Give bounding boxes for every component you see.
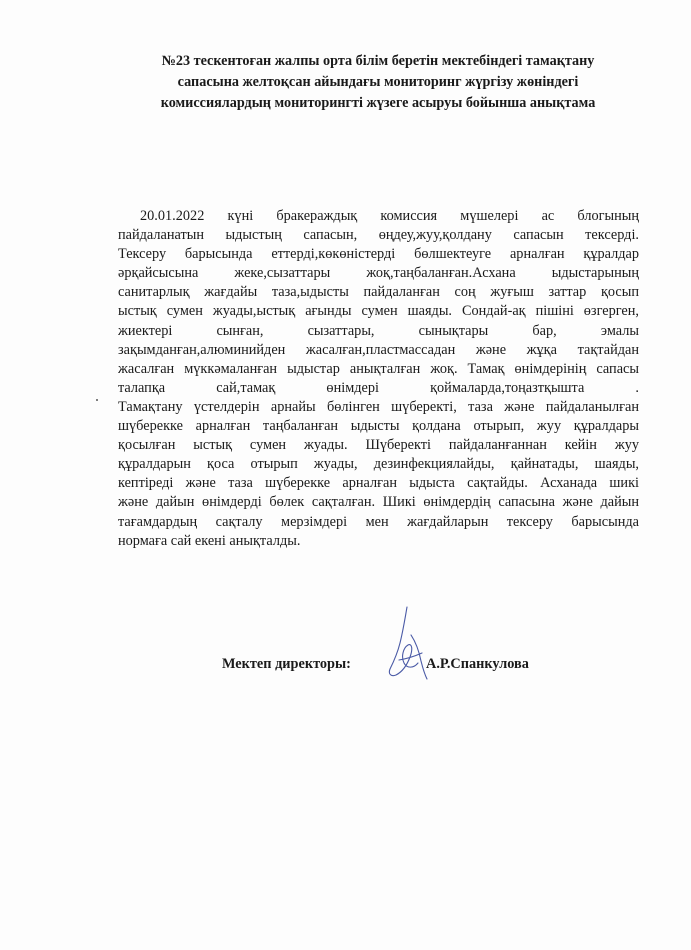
- body-line: ыстық сумен жуады,ыстық ағынды сумен шаяды. Сондай-ақ пішіні өзгерген,: [118, 303, 639, 320]
- body-line: нормаға сай екені анықталды.: [118, 532, 301, 549]
- body-line: Тексеру барысында еттерді,көкөністерді бөлшектеуге арналған құралдар: [118, 246, 639, 263]
- body-line: кептіреді және таза шүберекке арналған ыдыста сақтайды. Асханада шикі: [118, 475, 639, 492]
- director-name: А.Р.Спанкулова: [426, 656, 529, 672]
- body-line: шүберекке арналған таңбаланған ыдысты қолдана отырып, жуу құралдары: [118, 418, 639, 435]
- body-line: пайдаланатын ыдыстың сапасын, өңдеу,жуу,қолдану сапасын тексерді.: [118, 227, 639, 244]
- document-title: [118, 51, 638, 114]
- body-line: әрқайсысына жеке,сызаттары жоқ,таңбаланған.Асхана ыдыстарының: [118, 265, 639, 282]
- body-line: талапқа сай,тамақ өнімдері қоймаларда,тоңазтқышта .: [118, 379, 639, 396]
- title-line: №23 тескентоған жалпы орта білім беретін мектебіндегі тамақтану: [161, 53, 595, 69]
- document-body: [118, 207, 639, 551]
- body-line: жиектері сынған, сызаттары, сынықтары бар, эмалы: [118, 322, 639, 339]
- title-line: сапасына желтоқсан айындағы мониторинг жүргізу жөніндегі: [177, 74, 579, 90]
- director-label: Мектеп директоры:: [222, 656, 351, 672]
- body-line: жасалған мүккәмаланған ыдыстар анықталған жоқ. Тамақ өнімдерінің сапасы: [118, 360, 639, 377]
- body-line: зақымданған,алюминийден жасалған,пластмассадан және жұқа тақтайдан: [118, 341, 639, 358]
- body-line: санитарлық жағдайы таза,ыдысты пайдаланған соң жуғыш заттар қосып: [118, 284, 639, 301]
- body-line: қосылған ыстық сумен жуады. Шүберекті пайдаланғаннан кейін жуу: [118, 437, 639, 454]
- body-line: және дайын өнімдерді бөлек сақталған. Шикі өнімдердің сапасына және дайын: [118, 494, 639, 511]
- scan-speck: [96, 399, 98, 401]
- title-line: комиссиялардың мониторингті жүзеге асыруы бойынша анықтама: [160, 95, 596, 111]
- body-line: Тамақтану үстелдерін арнайы бөлінген шүберекті, таза және пайдаланылған: [118, 398, 639, 415]
- body-line: 20.01.2022 күні бракераждық комиссия мүшелері ас блогының: [140, 208, 639, 224]
- body-line: құралдарын қоса отырып жуады, дезинфекциялайды, қайнатады, шаяды,: [118, 456, 639, 473]
- body-line: тағамдардың сақталу мерзімдері мен жағдайларын тексеру барысында: [118, 513, 639, 530]
- signature-block: [0, 654, 691, 684]
